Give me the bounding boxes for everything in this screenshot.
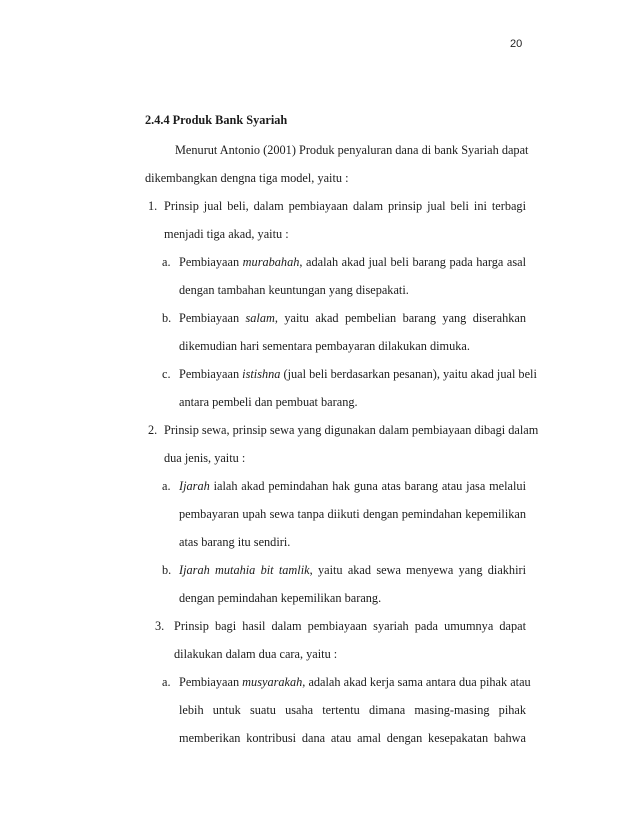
- term-istishna: istishna: [242, 367, 281, 381]
- term-ijarah: Ijarah: [179, 479, 210, 493]
- item3-sub-a-line-1: Pembiayaan musyarakah, adalah akad kerja sama antara dua pihak atau: [179, 675, 531, 689]
- item1-sub-c-marker: c.: [162, 367, 171, 381]
- item2-sub-a-marker: a.: [162, 479, 171, 493]
- page-number: 20: [510, 38, 523, 50]
- section-heading: 2.4.4 Produk Bank Syariah: [145, 113, 288, 127]
- item3-marker: 3.: [155, 619, 165, 633]
- item3-sub-a-line-2: lebih untuk suatu usaha tertentu dimana masing-masing pihak: [179, 703, 526, 717]
- item1-sub-b-line-2: dikemudian hari sementara pembayaran dilakukan dimuka.: [179, 339, 470, 353]
- term-salam: salam: [245, 311, 275, 325]
- item1-sub-a-line-1: Pembiayaan murabahah, adalah akad jual beli barang pada harga asal: [179, 255, 526, 269]
- item2-sub-a-line-1: Ijarah ialah akad pemindahan hak guna atas barang atau jasa melalui: [179, 479, 526, 493]
- item2-line-1: Prinsip sewa, prinsip sewa yang digunakan dalam pembiayaan dibagi dalam: [164, 423, 539, 437]
- intro-line-1: Menurut Antonio (2001) Produk penyaluran dana di bank Syariah dapat: [175, 143, 529, 157]
- item1-line-2: menjadi tiga akad, yaitu :: [164, 227, 289, 241]
- item3-line-1: Prinsip bagi hasil dalam pembiayaan syariah pada umumnya dapat: [174, 619, 526, 633]
- item1-sub-c-line-1: Pembiayaan istishna (jual beli berdasarkan pesanan), yaitu akad jual beli: [179, 367, 537, 381]
- item1-line-1: Prinsip jual beli, dalam pembiayaan dalam prinsip jual beli ini terbagi: [164, 199, 526, 213]
- item1-sub-b-marker: b.: [162, 311, 172, 325]
- item2-sub-a-line-2: pembayaran upah sewa tanpa diikuti dengan pemindahan kepemilikan: [179, 507, 526, 521]
- item2-sub-b-marker: b.: [162, 563, 172, 577]
- item1-sub-a-marker: a.: [162, 255, 171, 269]
- item2-sub-b-line-1: Ijarah mutahia bit tamlik, yaitu akad sewa menyewa yang diakhiri: [179, 563, 526, 577]
- item1-sub-c-line-2: antara pembeli dan pembuat barang.: [179, 395, 358, 409]
- item1-marker: 1.: [148, 199, 158, 213]
- item3-sub-a-marker: a.: [162, 675, 171, 689]
- item1-sub-b-line-1: Pembiayaan salam, yaitu akad pembelian barang yang diserahkan: [179, 311, 526, 325]
- term-musyarakah: musyarakah: [242, 675, 303, 689]
- item3-sub-a-line-3: memberikan kontribusi dana atau amal dengan kesepakatan bahwa: [179, 731, 526, 745]
- item2-line-2: dua jenis, yaitu :: [164, 451, 246, 465]
- item2-sub-b-line-2: dengan pemindahan kepemilikan barang.: [179, 591, 382, 605]
- item2-marker: 2.: [148, 423, 158, 437]
- intro-line-2: dikembangkan dengna tiga model, yaitu :: [145, 171, 349, 185]
- term-ijarah-mutahia-bit-tamlik: Ijarah mutahia bit tamlik: [179, 563, 310, 577]
- term-murabahah: murabahah: [242, 255, 300, 269]
- item2-sub-a-line-3: atas barang itu sendiri.: [179, 535, 291, 549]
- item3-line-2: dilakukan dalam dua cara, yaitu :: [174, 647, 338, 661]
- item1-sub-a-line-2: dengan tambahan keuntungan yang disepakati.: [179, 283, 409, 297]
